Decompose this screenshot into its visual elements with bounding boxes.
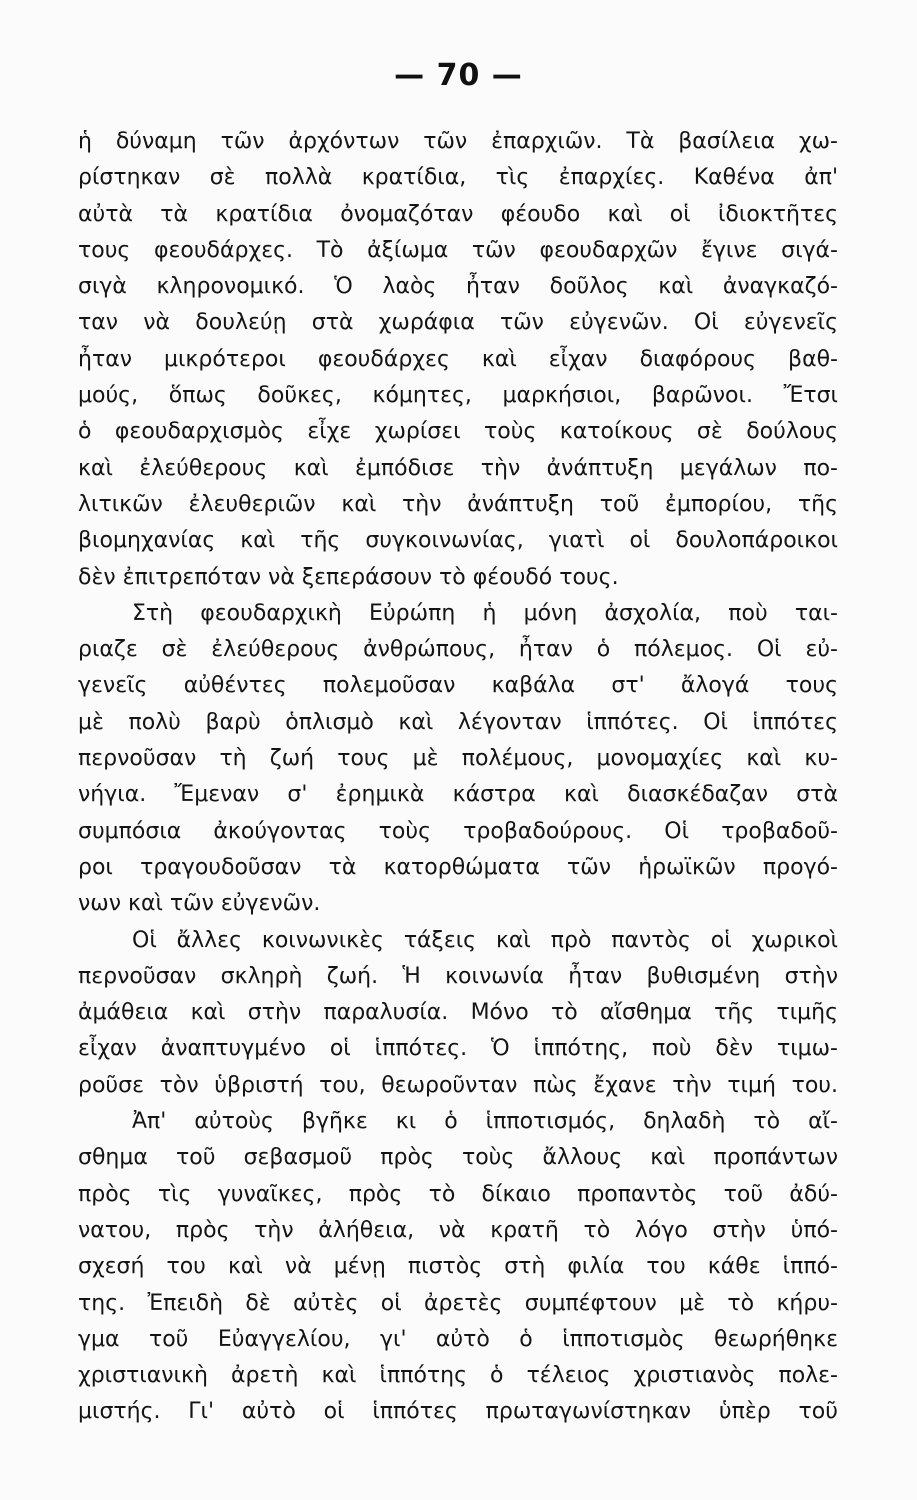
text-line: ἦταν μικρότεροι φεουδάρχες καὶ εἶχαν διαφόρους βαθ- bbox=[78, 346, 838, 372]
text-line: τους φεουδάρχες. Τὸ ἀξίωμα τῶν φεουδαρχῶν ἔγινε σιγά- bbox=[78, 237, 838, 263]
text-line: ροῦσε τὸν ὑβριστή του, θεωροῦνταν πὼς ἔχανε τὴν τιμή του. bbox=[78, 1072, 838, 1098]
text-line: μούς, ὅπως δοῦκες, κόμητες, μαρκήσιοι, βαρῶνοι. Ἔτσι bbox=[78, 383, 838, 409]
text-line: βιομηχανίας καὶ τῆς συγκοινωνίας, γιατὶ οἱ δουλοπάροικοι bbox=[78, 528, 838, 554]
text-line: μὲ πολὺ βαρὺ ὁπλισμὸ καὶ λέγονταν ἱππότες. Οἱ ἱππότες bbox=[78, 709, 838, 735]
paragraph bbox=[78, 124, 838, 596]
text-line: της. Ἐπειδὴ δὲ αὐτὲς οἱ ἀρετὲς συμπέφτουν μὲ τὸ κήρυ- bbox=[78, 1290, 838, 1316]
paragraph bbox=[78, 1104, 838, 1431]
text-line: χριστιανικὴ ἀρετὴ καὶ ἱππότης ὁ τέλειος χριστιανὸς πολε- bbox=[78, 1363, 838, 1389]
text-line: νατου, πρὸς τὴν ἀλήθεια, νὰ κρατῆ τὸ λόγο στὴν ὑπό- bbox=[78, 1217, 838, 1243]
text-line: ἀμάθεια καὶ στὴν παραλυσία. Μόνο τὸ αἴσθημα τῆς τιμῆς bbox=[78, 1000, 838, 1026]
text-line: Ἀπ' αὐτοὺς βγῆκε κι ὁ ἱπποτισμός, δηλαδὴ τὸ αἴ- bbox=[132, 1109, 838, 1135]
text-line: μιστής. Γι' αὐτὸ οἱ ἱππότες πρωταγωνίστηκαν ὑπὲρ τοῦ bbox=[78, 1399, 838, 1425]
text-line: νων καὶ τῶν εὐγενῶν. bbox=[78, 891, 321, 917]
text-line: σιγὰ κληρονομικό. Ὁ λαὸς ἦταν δοῦλος καὶ ἀναγκαζό- bbox=[78, 274, 838, 300]
text-line: πρὸς τὶς γυναῖκες, πρὸς τὸ δίκαιο προπαντὸς τοῦ ἀδύ- bbox=[78, 1181, 838, 1207]
text-line: ἡ δύναμη τῶν ἀρχόντων τῶν ἐπαρχιῶν. Τὰ βασίλεια χω- bbox=[78, 129, 838, 154]
text-line: αὐτὰ τὰ κρατίδια ὀνομαζόταν φέουδο καὶ οἱ ἰδιοκτῆτες bbox=[78, 201, 838, 227]
text-line: γμα τοῦ Εὐαγγελίου, γι' αὐτὸ ὁ ἱπποτισμὸς θεωρήθηκε bbox=[78, 1326, 838, 1352]
text-line: λιτικῶν ἐλευθεριῶν καὶ τὴν ἀνάπτυξη τοῦ ἐμπορίου, τῆς bbox=[78, 491, 838, 517]
body-text bbox=[78, 124, 838, 1431]
paragraph bbox=[78, 596, 838, 923]
text-line: δὲν ἐπιτρεπόταν νὰ ξεπεράσουν τὸ φέουδό τους. bbox=[78, 564, 619, 590]
text-line: ρίστηκαν σὲ πολλὰ κρατίδια, τὶς ἐπαρχίες. Καθένα ἀπ' bbox=[78, 165, 838, 191]
text-line: περνοῦσαν σκληρὴ ζωή. Ἡ κοινωνία ἦταν βυθισμένη στὴν bbox=[78, 963, 838, 989]
text-line: ὁ φεουδαρχισμὸς εἶχε χωρίσει τοὺς κατοίκους σὲ δούλους bbox=[78, 419, 838, 445]
text-line: ροι τραγουδοῦσαν τὰ κατορθώματα τῶν ἡρωϊκῶν προγό- bbox=[78, 854, 838, 880]
text-line: ταν νὰ δουλεύῃ στὰ χωράφια τῶν εὐγενῶν. Οἱ εὐγενεῖς bbox=[78, 310, 838, 336]
paragraph bbox=[78, 923, 838, 1104]
text-line: περνοῦσαν τὴ ζωή τους μὲ πολέμους, μονομαχίες καὶ κυ- bbox=[78, 746, 838, 772]
text-line: καὶ ἐλεύθερους καὶ ἐμπόδισε τὴν ἀνάπτυξη μεγάλων πο- bbox=[78, 455, 838, 481]
text-line: εἶχαν ἀναπτυγμένο οἱ ἱππότες. Ὁ ἱππότης, ποὺ δὲν τιμω- bbox=[78, 1036, 838, 1062]
text-line: συμπόσια ἀκούγοντας τοὺς τροβαδούρους. Οἱ τροβαδοῦ- bbox=[78, 818, 838, 844]
text-line: νήγια. Ἔμεναν σ' ἐρημικὰ κάστρα καὶ διασκέδαζαν στὰ bbox=[78, 782, 838, 808]
text-line: σθημα τοῦ σεβασμοῦ πρὸς τοὺς ἄλλους καὶ προπάντων bbox=[78, 1145, 838, 1171]
page-number: — 70 — bbox=[394, 58, 523, 93]
text-line: Οἱ ἄλλες κοινωνικὲς τάξεις καὶ πρὸ παντὸς οἱ χωρικοὶ bbox=[132, 927, 838, 953]
text-line: ριαζε σὲ ἐλεύθερους ἀνθρώπους, ἦταν ὁ πόλεμος. Οἱ εὐ- bbox=[78, 637, 838, 663]
text-line: σχεσή του καὶ νὰ μένῃ πιστὸς στὴ φιλία του κάθε ἱππό- bbox=[78, 1254, 838, 1280]
text-line: γενεῖς αὐθέντες πολεμοῦσαν καβάλα στ' ἄλογά τους bbox=[78, 673, 838, 699]
text-line: Στὴ φεουδαρχικὴ Εὐρώπη ἡ μόνη ἀσχολία, ποὺ ται- bbox=[132, 600, 838, 626]
